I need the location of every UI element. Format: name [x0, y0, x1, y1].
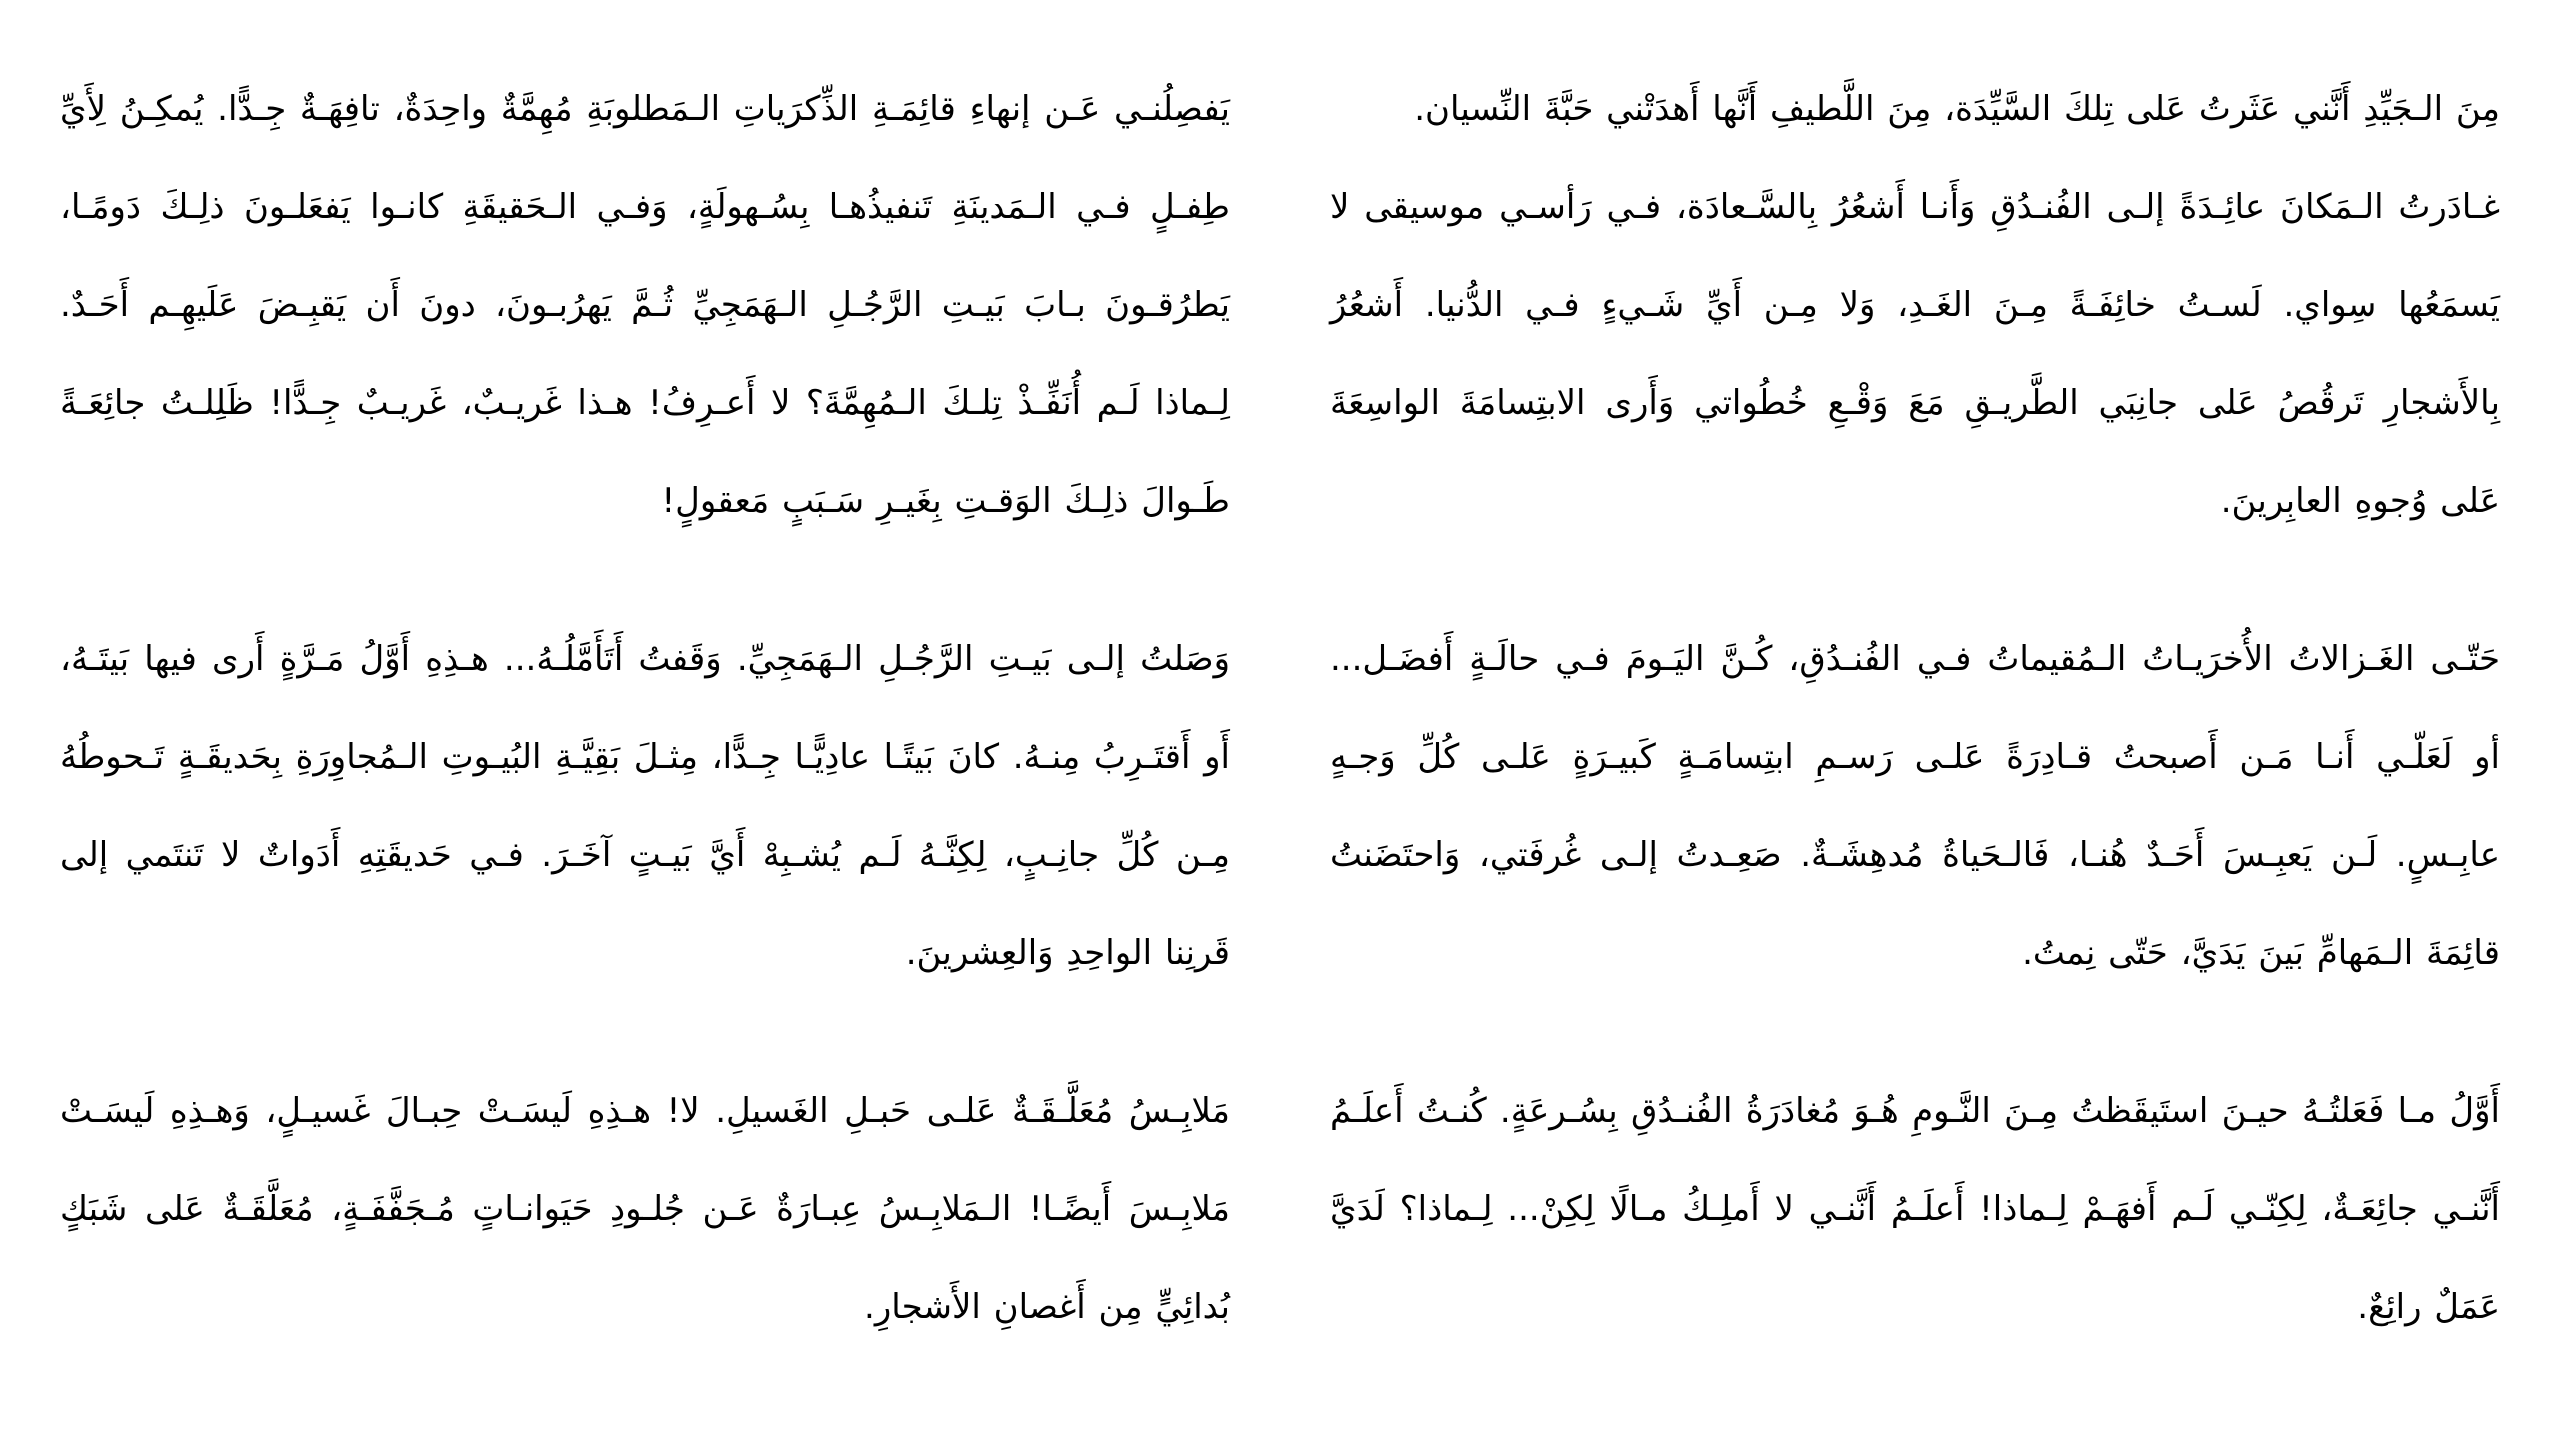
document-page: [0, 60, 2560, 1400]
right-column: [1330, 60, 2500, 1400]
paragraph-left-2: وَصَلتُ إلـى بَيـتِ الرَّجُـلِ الـهَمَجِيِّ. وَقَفتُ أَتَأَمَّلُـهُ... هـذِهِ أَوَّلُ مَـرَّةٍ أَرى فيها بَيتَـهُ، أَو أَقتَـرِبُ مِنـهُ. كانَ بَيتًـا عادِيًّـا جِـدًّا، مِثـلَ بَقِيَّـةِ البُيـوتِ الـمُجاوِرَةِ بِحَديقَـةٍ تَـحوطُهُ مِـن كُلِّ جانِـبٍ، لِكِنَّـهُ لَـم يُشـبِهْ أَيَّ بَيـتٍ آخَـرَ. فـي حَديقَتِهِ أَدَواتٌ لا تَنتَمي إلى قَرنِنا الواحِدِ وَالعِشرينَ.: [60, 639, 1230, 973]
paragraph-right-3: حَتّـى الغَـزالاتُ الأُخرَيـاتُ الـمُقيماتُ فـي الفُنـدُقِ، كُـنَّ اليَـومَ فـي حالَـةٍ أَفضَـل... أو لَعَلّـي أَنـا مَـن أَصبحتُ قـادِرَةً عَلـى رَسـمِ ابتِسامَـةٍ كَبيـرَةٍ عَلـى كُلِّ وَجـهٍ عابِـسٍ. لَـن يَعبِـسَ أَحَـدٌ هُنـا، فَالـحَياةُ مُدهِشَـةٌ. صَعِـدتُ إلـى غُرفَتي، وَاحتَضَنتُ قائِمَةَ الـمَهامِّ بَينَ يَدَيَّ، حَتّى نِمتُ.: [1330, 639, 2500, 973]
paragraph-left-3: مَلابِـسُ مُعَلَّـقَـةٌ عَلـى حَبـلِ الغَسيلِ. لا! هـذِهِ لَيسَـتْ حِبـالَ غَسيـلٍ، وَهـذِهِ لَيسَـتْ مَلابِـسَ أَيضًـا! الـمَلابِـسُ عِبـارَةٌ عَـن جُلـودِ حَيَوانـاتٍ مُـجَفَّفَـةٍ، مُعَلَّقَـةٌ عَلى شَبَكٍ بُدائِيٍّ مِن أَغصانِ الأَشجارِ.: [60, 1091, 1230, 1327]
paragraph-right-2: غـادَرتُ الـمَكانَ عائِـدَةً إلـى الفُنـدُقِ وَأَنـا أَشعُرُ بِالسَّـعادَة، فـي رَأسـي موسيقى لا يَسمَعُها سِواي. لَسـتُ خائِفَـةً مِـنَ الغَـدِ، وَلا مِـن أَيِّ شَـيءٍ فـي الدُّنيا. أَشعُرُ بِالأَشجارِ تَرقُصُ عَلى جانِبَي الطَّريـقِ مَعَ وَقْـعِ خُطُواتي وَأَرى الابتِسامَةَ الواسِعَةَ عَلى وُجوهِ العابِرينَ.: [1330, 187, 2500, 521]
paragraph-left-1: يَفصِلُنـي عَـن إنهاءِ قائِمَـةِ الذِّكرَياتِ الـمَطلوبَةِ مُهِمَّةٌ واحِدَةٌ، تافِهَـةٌ جِـدًّا. يُمكِـنُ لِأَيِّ طِفـلٍ فـي الـمَدينَةِ تَنفيذُهـا بِسُـهولَةٍ، وَفـي الـحَقيقَةِ كانـوا يَفعَلـونَ ذلِـكَ دَومًـا، يَطرُقـونَ بـابَ بَيـتِ الرَّجُـلِ الـهَمَجِيِّ ثُـمَّ يَهرُبـونَ، دونَ أَن يَقبِـضَ عَلَيهِـم أَحَـدٌ. لِـماذا لَـم أُنَفِّـذْ تِلـكَ الـمُهِمَّةَ؟ لا أَعـرِفُ! هـذا غَريـبٌ، غَريـبٌ جِـدًّا! ظَلِلـتُ جائِعَـةً طَـوالَ ذلِـكَ الوَقـتِ بِغَيـرِ سَـبَبٍ مَعقولٍ!: [60, 89, 1230, 521]
paragraph-right-1: مِنَ الـجَيِّدِ أَنَّني عَثَرتُ عَلى تِلكَ السَّيِّدَة، مِنَ اللَّطيفِ أَنَّها أَهدَتْني حَبَّةَ النِّسيان.: [1414, 89, 2500, 129]
left-column: [60, 60, 1230, 1400]
paragraph-right-4: أَوَّلُ مـا فَعَلتُـهُ حيـنَ استَيقَظتُ مِـنَ النَّـومِ هُـوَ مُغادَرَةُ الفُنـدُقِ بِسُـرعَةٍ. كُنـتُ أَعلَـمُ أَنَّنـي جائِعَـةٌ، لِكِنّـي لَـم أَفهَـمْ لِـماذا! أَعلَـمُ أَنَّنـي لا أَملِـكُ مـالًا لِكِنْ... لِـماذا؟ لَدَيَّ عَمَلٌ رائِعٌ.: [1330, 1091, 2500, 1327]
